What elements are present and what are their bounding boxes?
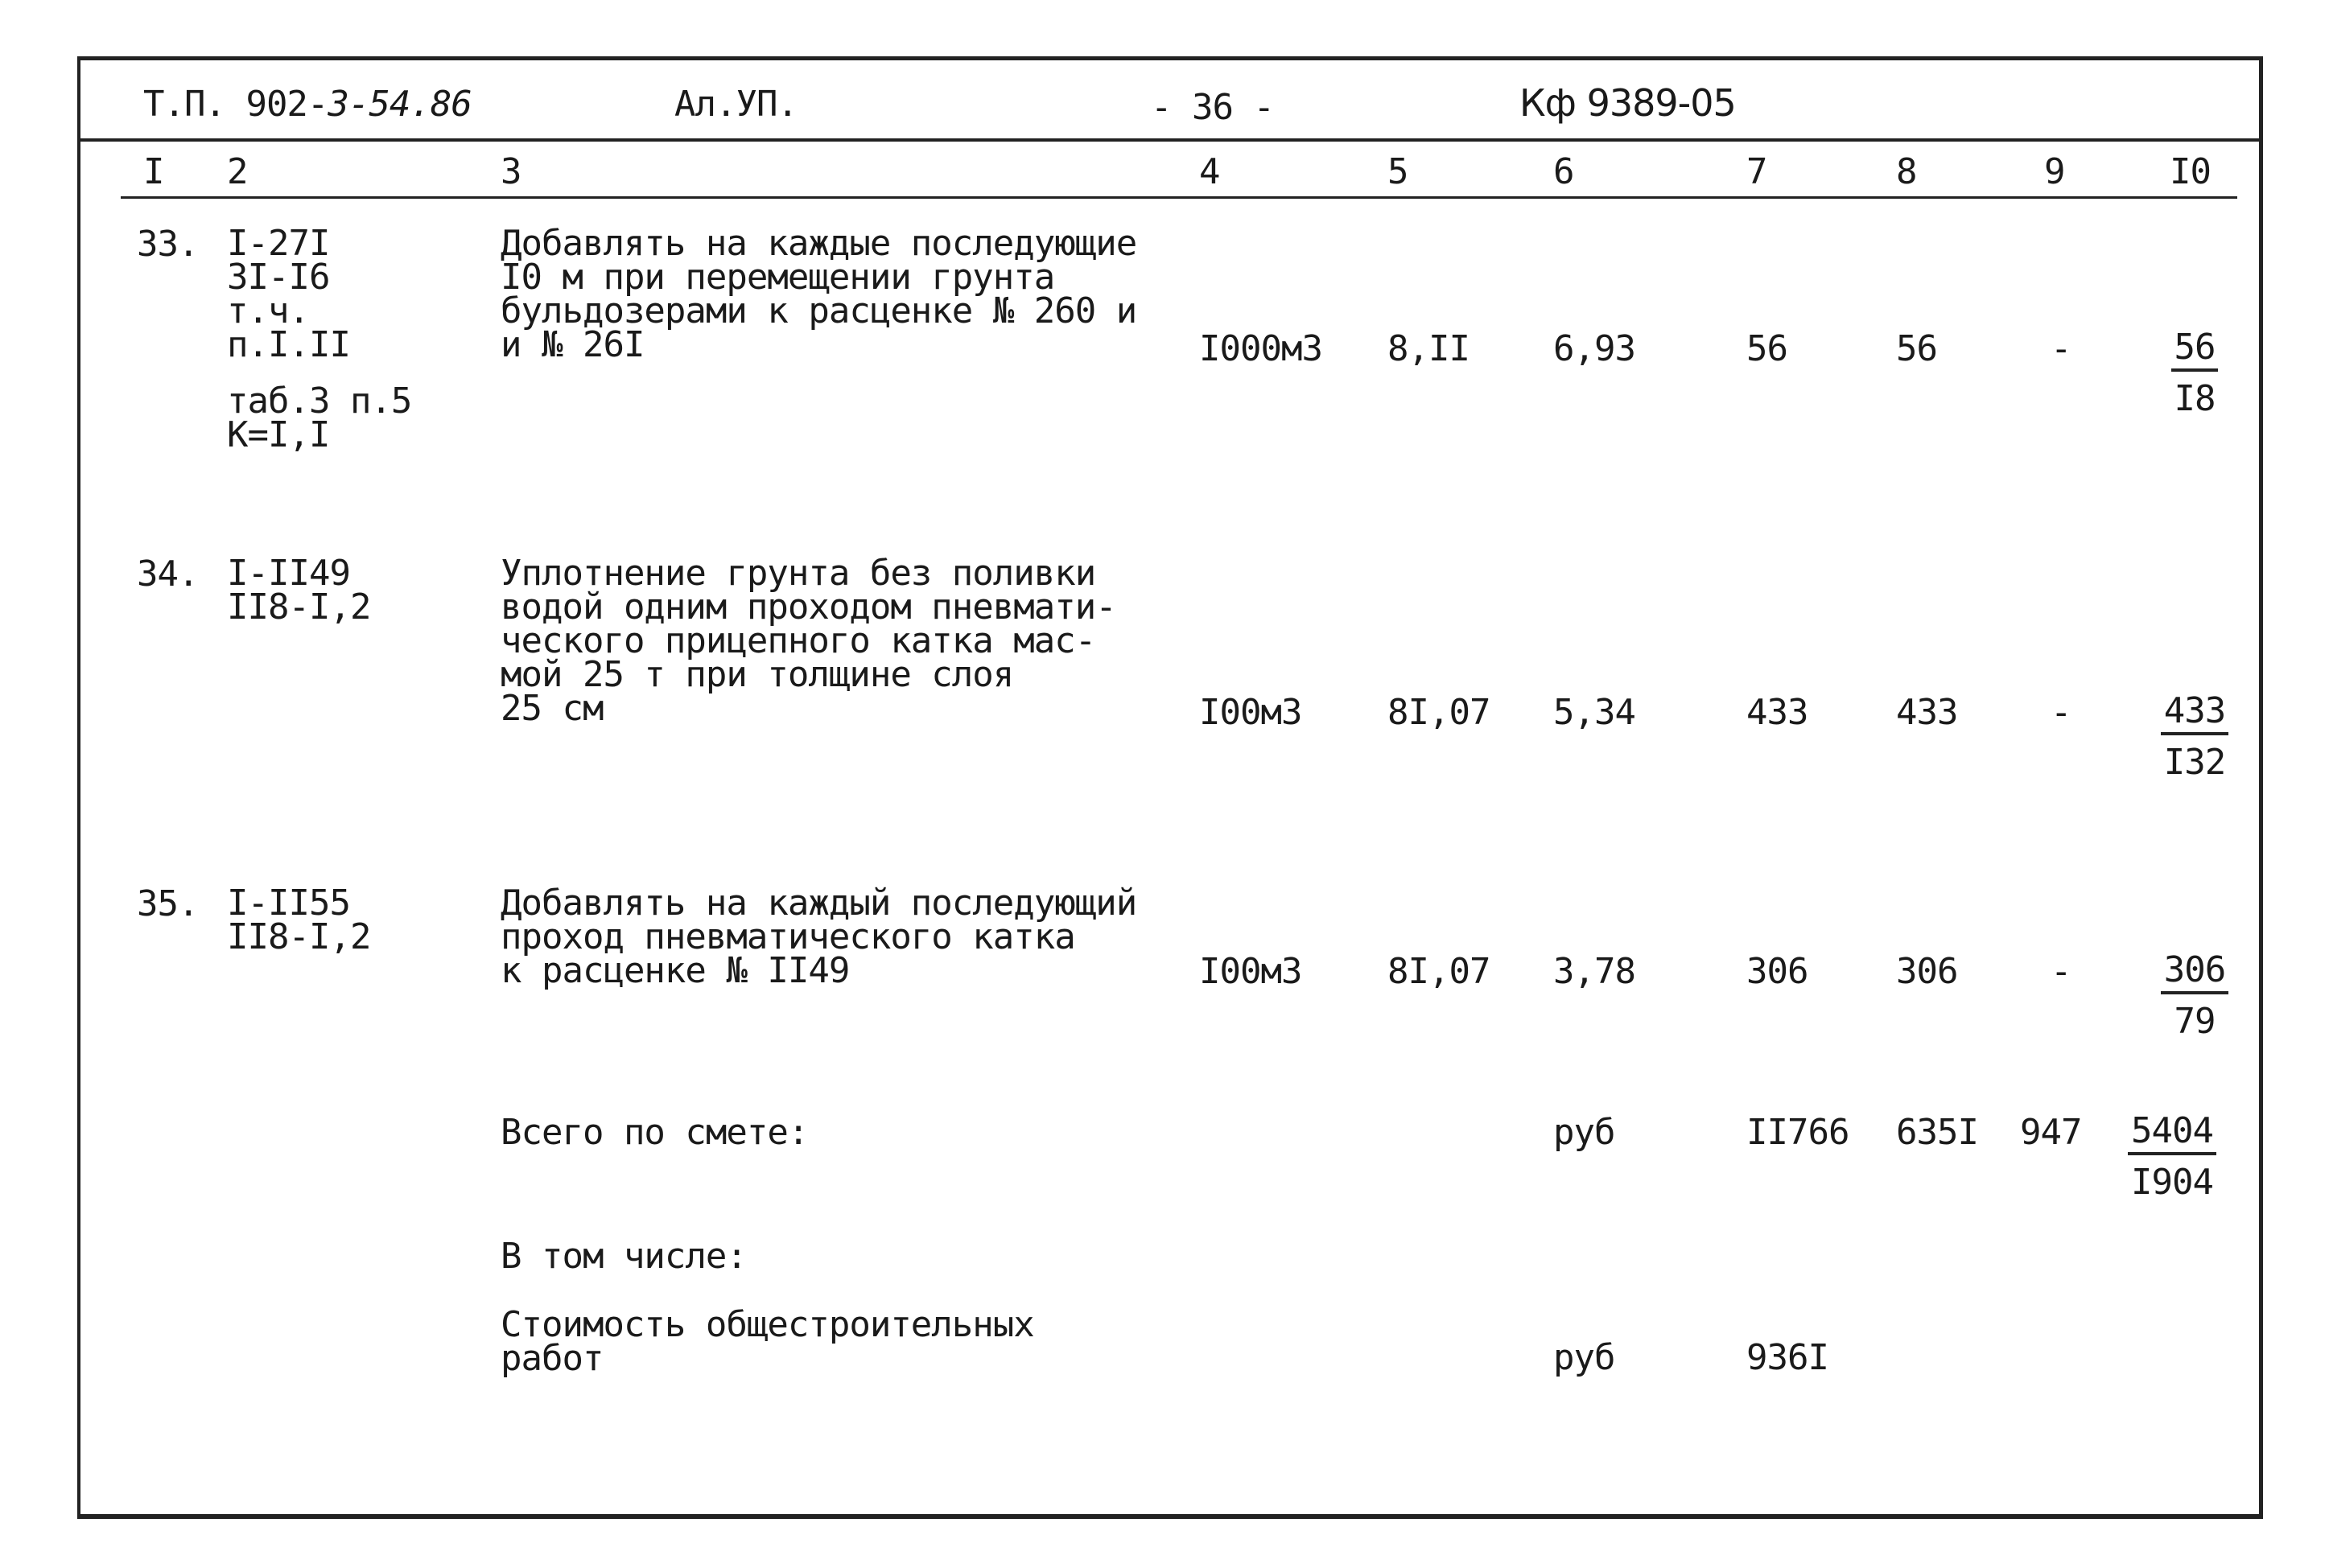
row-unit: I000м3 — [1199, 328, 1322, 369]
row-total: 433 — [1746, 692, 1808, 733]
page-frame — [77, 56, 2263, 1519]
col-header-10: I0 — [2170, 151, 2211, 192]
totals-col7: II766 — [1746, 1112, 1849, 1153]
including-label: В том числе: — [501, 1236, 747, 1277]
row-number: 33. — [137, 224, 199, 265]
stamp-code: Кф 9389-05 — [1519, 81, 1736, 125]
row-description: Уплотнение грунта без поливки водой одним проходом пневмати- ческого прицепного катка мас- мой 25 т при толщине слоя 25 см — [501, 553, 1116, 729]
row-col8: 56 — [1896, 328, 1937, 369]
totals-col8: 635I — [1896, 1112, 1978, 1153]
row-unit: I00м3 — [1199, 951, 1302, 992]
row-unit: I00м3 — [1199, 692, 1302, 733]
col-header-7: 7 — [1746, 151, 1767, 192]
fraction-numerator: 5404 — [2128, 1113, 2216, 1155]
general-works-col7: 936I — [1746, 1337, 1828, 1378]
row-quantity: 8I,07 — [1387, 951, 1490, 992]
tp-number: Т.П. 902-3-54.86 — [143, 84, 472, 125]
row-number: 34. — [137, 554, 199, 595]
row-unit-price: 5,34 — [1553, 692, 1635, 733]
totals-col10-fraction — [2120, 1110, 2224, 1203]
row-col9: - — [2051, 692, 2071, 733]
row-description: Добавлять на каждые последующие I0 м при перемещении грунта бульдозерами к расценке № 260 и и № 26I — [501, 223, 1137, 365]
row-col9: - — [2051, 328, 2071, 369]
header-rule — [80, 138, 2259, 142]
fraction-denominator: 79 — [2174, 1001, 2216, 1042]
row-total: 306 — [1746, 951, 1808, 992]
general-works-label: Стоимость общестроительных работ — [501, 1304, 1034, 1379]
col-header-4: 4 — [1199, 151, 1220, 192]
page-number: - 36 - — [1151, 87, 1274, 128]
totals-unit: руб — [1553, 1112, 1615, 1153]
row-description: Добавлять на каждый последующий проход пневматического катка к расценке № II49 — [501, 883, 1137, 991]
totals-label: Всего по смете: — [501, 1112, 809, 1153]
row-col9: - — [2051, 951, 2071, 992]
fraction-denominator: I32 — [2163, 742, 2226, 783]
row-unit-price: 6,93 — [1553, 328, 1635, 369]
row-unit-price: 3,78 — [1553, 951, 1635, 992]
col-header-9: 9 — [2044, 151, 2065, 192]
fraction-numerator: 56 — [2171, 330, 2219, 372]
fraction-denominator: I8 — [2174, 378, 2216, 419]
col-header-8: 8 — [1896, 151, 1917, 192]
row-code: I-27I 3I-I6 т.ч. п.I.II — [227, 223, 350, 365]
row-code-extra: таб.3 п.5 К=I,I — [227, 381, 412, 455]
col-header-1: I — [143, 151, 164, 192]
row-col10-fraction — [2134, 949, 2255, 1042]
col-header-5: 5 — [1387, 151, 1408, 192]
col-header-3: 3 — [501, 151, 521, 192]
general-works-unit: руб — [1553, 1337, 1615, 1378]
row-col8: 433 — [1896, 692, 1958, 733]
row-code: I-II49 II8-I,2 — [227, 553, 371, 628]
row-col10-fraction — [2134, 690, 2255, 783]
fraction-numerator: 433 — [2161, 693, 2228, 735]
row-col10-fraction — [2134, 327, 2255, 419]
fraction-denominator: I904 — [2131, 1162, 2213, 1203]
column-header-rule — [121, 196, 2237, 199]
row-code: I-II55 II8-I,2 — [227, 883, 371, 957]
col-header-6: 6 — [1553, 151, 1574, 192]
row-col8: 306 — [1896, 951, 1958, 992]
row-number: 35. — [137, 883, 199, 924]
row-quantity: 8,II — [1387, 328, 1470, 369]
row-total: 56 — [1746, 328, 1787, 369]
col-header-2: 2 — [227, 151, 248, 192]
totals-col9: 947 — [2020, 1112, 2082, 1153]
row-quantity: 8I,07 — [1387, 692, 1490, 733]
album-label: Ал.УП. — [674, 84, 798, 125]
fraction-numerator: 306 — [2161, 953, 2228, 994]
